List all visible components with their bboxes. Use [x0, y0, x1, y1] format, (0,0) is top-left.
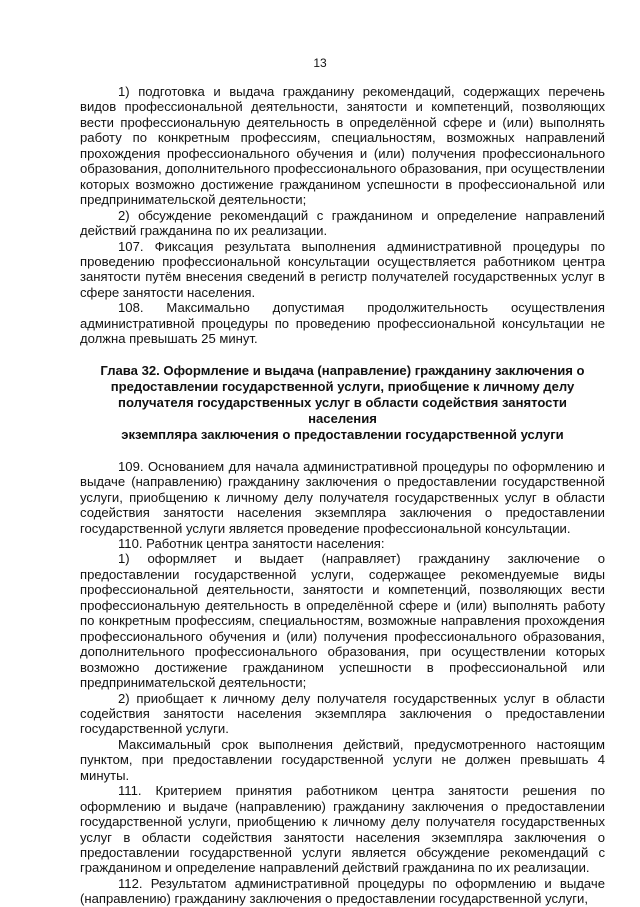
heading-line: получателя государственных услуг в области содействия занятости населения: [118, 394, 567, 426]
paragraph-108: 108. Максимально допустимая продолжительность осуществления административной процедуры по проведению профессиональной консультации не должна превышать 25 минут.: [80, 300, 605, 347]
paragraph-110: 110. Работник центра занятости населения:: [118, 535, 385, 551]
paragraph-111: 111. Критерием принятия работником центра занятости решения по оформлению и выдаче (направлению) гражданину заключения о предоставлении государственной услуги, приобщению к личному делу получателя государственных услуг в области содействия занятости населения экземпляра заключения о предоставлении государственной услуги является обсуждение рекомендаций с гражданином и определение направлений действий гражданина по их реализации.: [80, 783, 605, 876]
paragraph-item-2: 2) обсуждение рекомендаций с гражданином и определение направлений действий гражданина по их реализации.: [80, 207, 605, 239]
paragraph-max-time: Максимальный срок выполнения действий, предусмотренного настоящим пунктом, при предоставлении государственной услуги не должен превышать 4 минуты.: [80, 736, 605, 783]
section-top-paragraphs: [80, 84, 605, 347]
section-bottom-paragraphs: [80, 459, 605, 907]
page-number: 13: [313, 56, 327, 70]
paragraph-109: 109. Основанием для начала административной процедуры по оформлению и выдаче (направлению) гражданину заключения о предоставлении государственной услуги, приобщению к личному делу получателя государственных услуг в области содействия занятости населения экземпляра заключения о предоставлении государственной услуги является проведение профессиональной консультации.: [80, 458, 605, 536]
paragraph-110-item-1: 1) оформляет и выдает (направляет) гражданину заключение о предоставлении государственной услуги, содержащее рекомендуемые виды профессиональной деятельности, занятости и компетенций, позволяющих вести профессиональную деятельность в определённой сфере и (или) выполнять работу по конкретным профессиям, специальностям, возможные направления прохождения профессионального обучения и (или) получения профессионального образования, дополнительного профессионального образования, при осуществлении которых возможно достижение гражданином успешности в профессиональной или предпринимательской деятельности;: [80, 551, 605, 691]
paragraph-112: 112. Результатом административной процедуры по оформлению и выдаче (направлению) гражданину заключения о предоставлении государственной услуги,: [80, 875, 605, 907]
paragraph-107: 107. Фиксация результата выполнения административной процедуры по проведению профессиональной консультации осуществляется работником центра занятости путём внесения сведений в регистр получателей государственных услуг в сфере занятости населения.: [80, 238, 605, 300]
paragraph-110-item-2: 2) приобщает к личному делу получателя государственных услуг в области содействия занятости населения экземпляра заключения о предоставлении государственной услуги.: [80, 690, 605, 737]
paragraph-item-1: 1) подготовка и выдача гражданину рекомендаций, содержащих перечень видов профессиональной деятельности, занятости и компетенций, позволяющих вести профессиональную деятельность в определённой сфере и (или) выполнять работу по конкретным профессиям, специальностям, возможных направлений прохождения профессионального обучения и (или) получения профессионального образования, дополнительного профессионального образования, при осуществлении которых возможно достижение гражданином успешности в профессиональной или предпринимательской деятельности;: [80, 84, 605, 208]
heading-line: экземпляра заключения о предоставлении государственной услуги: [121, 426, 564, 442]
heading-line: Глава 32. Оформление и выдача (направление) гражданину заключения о: [100, 362, 585, 378]
document-body: [80, 84, 605, 907]
chapter-heading: [80, 363, 605, 443]
heading-line: предоставлении государственной услуги, приобщение к личному делу: [110, 378, 575, 394]
